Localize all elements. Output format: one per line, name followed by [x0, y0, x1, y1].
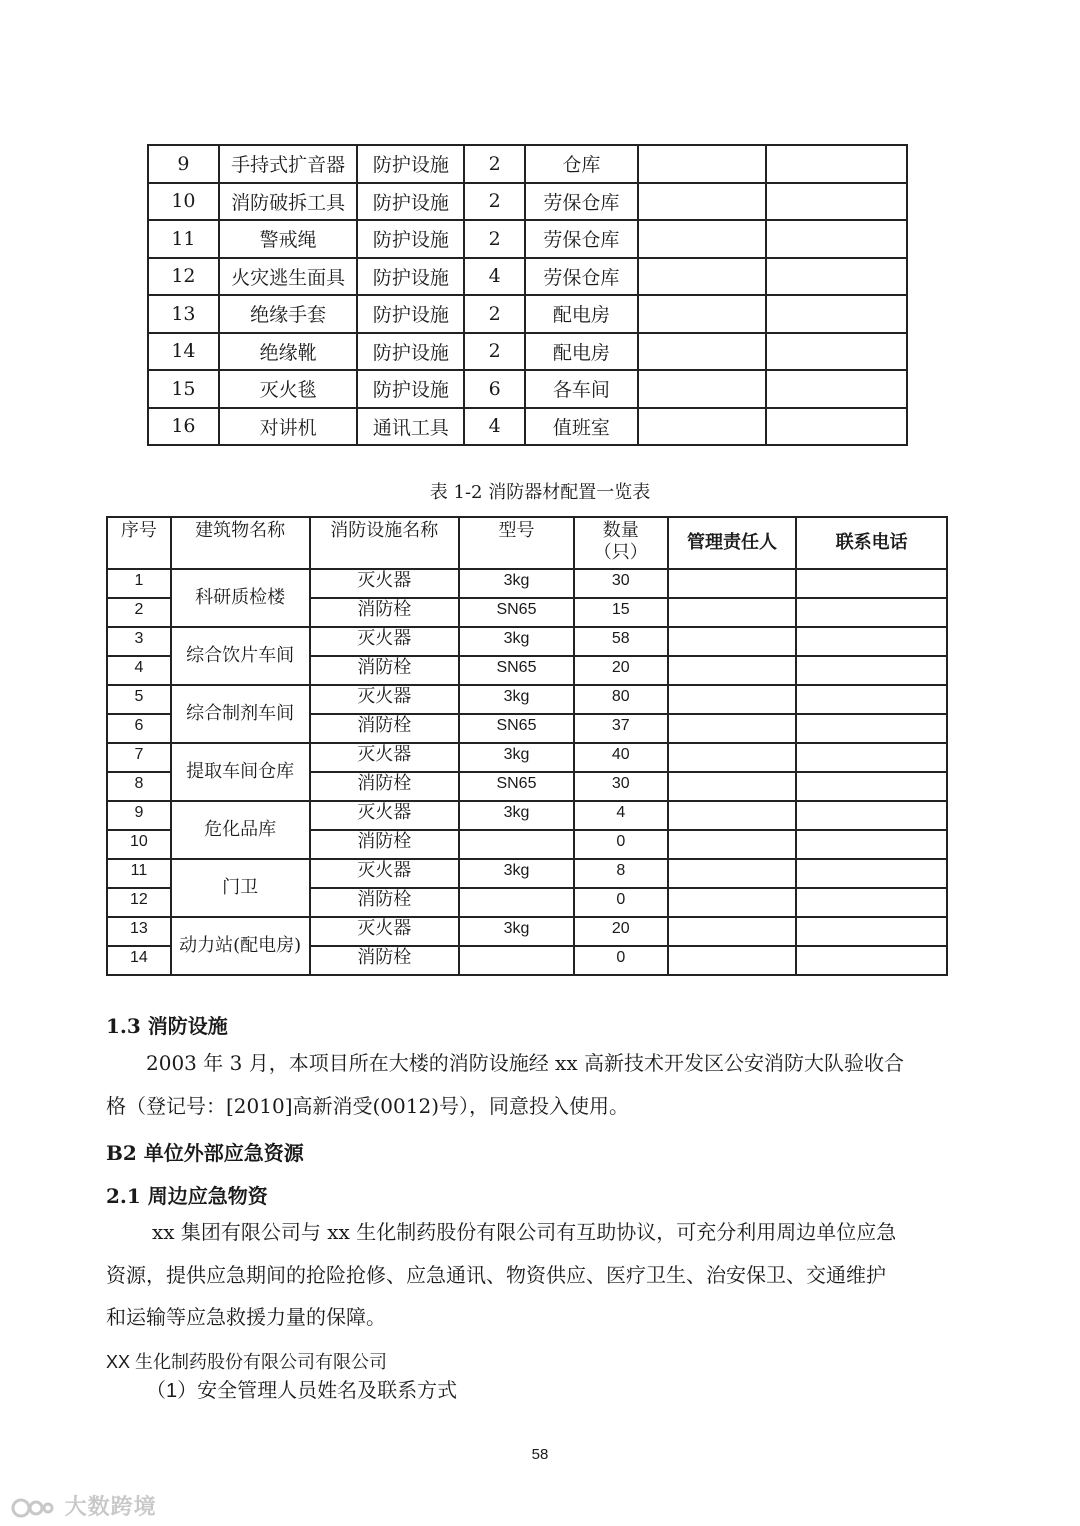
building-name: 门卫: [171, 859, 310, 917]
section-1-3-line-1: 2003 年 3 月，本项目所在大楼的消防设施经 xx 高新技术开发区公安消防大队验收合: [146, 1051, 904, 1075]
header-model: 型号: [459, 517, 574, 569]
table-cell: 配电房: [525, 333, 638, 371]
phone-cell: [796, 772, 947, 801]
table-row: [107, 801, 947, 830]
table-cell: 6: [464, 370, 525, 408]
quantity: 4: [574, 801, 668, 830]
header-qty: [574, 517, 668, 569]
table-cell: [638, 408, 767, 446]
manager-cell: [668, 569, 797, 598]
phone-cell: [796, 598, 947, 627]
phone-cell: [796, 859, 947, 888]
table-cell: 劳保仓库: [525, 220, 638, 258]
quantity: 20: [574, 917, 668, 946]
table-cell: 绝缘手套: [219, 295, 358, 333]
table-cell: 防护设施: [357, 258, 464, 296]
table-cell: [766, 258, 907, 296]
table-cell: 2: [464, 145, 525, 183]
model: 3kg: [459, 917, 574, 946]
facility-name: 消防栓: [310, 830, 460, 859]
table-caption: 表 1-2 消防器材配置一览表: [429, 482, 651, 503]
table-row: [148, 145, 907, 183]
facility-name: 消防栓: [310, 598, 460, 627]
building-name: 危化品库: [171, 801, 310, 859]
manager-cell: [668, 859, 797, 888]
manager-cell: [668, 946, 797, 975]
table-cell: 防护设施: [357, 220, 464, 258]
table-cell: 2: [464, 220, 525, 258]
building-name: 综合制剂车间: [171, 685, 310, 743]
table-row: [148, 295, 907, 333]
model: SN65: [459, 656, 574, 685]
table-cell: 10: [148, 183, 219, 221]
table-cell: 劳保仓库: [525, 183, 638, 221]
quantity: 0: [574, 946, 668, 975]
table-cell: [638, 183, 767, 221]
quantity: 20: [574, 656, 668, 685]
phone-cell: [796, 685, 947, 714]
table-cell: 11: [148, 220, 219, 258]
header-qty-unit: （只）: [593, 542, 648, 563]
table-cell: [638, 220, 767, 258]
table-cell: 16: [148, 408, 219, 446]
page-number: 58: [531, 1446, 549, 1463]
list-item-1: （1）安全管理人员姓名及联系方式: [146, 1380, 458, 1402]
model: 3kg: [459, 685, 574, 714]
row-number: 3: [107, 627, 171, 656]
table-row: [107, 685, 947, 714]
header-building: 建筑物名称: [171, 517, 310, 569]
table-cell: 12: [148, 258, 219, 296]
table-row: [107, 917, 947, 946]
table-cell: 防护设施: [357, 295, 464, 333]
manager-cell: [668, 598, 797, 627]
model: [459, 946, 574, 975]
model: SN65: [459, 772, 574, 801]
table-cell: [638, 295, 767, 333]
manager-cell: [668, 830, 797, 859]
quantity: 37: [574, 714, 668, 743]
section-1-3-line-2: 格（登记号：[2010]高新消受(0012)号），同意投入使用。: [106, 1094, 630, 1118]
row-number: 1: [107, 569, 171, 598]
table-row: [148, 183, 907, 221]
quantity: 58: [574, 627, 668, 656]
facility-name: 消防栓: [310, 714, 460, 743]
table-cell: 2: [464, 295, 525, 333]
facility-name: 消防栓: [310, 772, 460, 801]
row-number: 9: [107, 801, 171, 830]
phone-cell: [796, 888, 947, 917]
phone-cell: [796, 743, 947, 772]
phone-cell: [796, 830, 947, 859]
building-name: 综合饮片车间: [171, 627, 310, 685]
table-cell: 4: [464, 258, 525, 296]
phone-cell: [796, 946, 947, 975]
facility-name: 灭火器: [310, 569, 460, 598]
table-cell: [766, 295, 907, 333]
table-cell: 9: [148, 145, 219, 183]
facility-name: 灭火器: [310, 859, 460, 888]
section-2-1-line-2: 资源，提供应急期间的抢险抢修、应急通讯、物资供应、医疗卫生、治安保卫、交通维护: [106, 1263, 886, 1287]
watermark: [10, 1490, 157, 1521]
table-cell: [638, 258, 767, 296]
phone-cell: [796, 917, 947, 946]
b2-heading: B2 单位外部应急资源: [106, 1141, 304, 1165]
table-cell: 2: [464, 333, 525, 371]
watermark-text: 大数跨境: [64, 1495, 157, 1520]
building-name: 科研质检楼: [171, 569, 310, 627]
watermark-logo-icon: [10, 1496, 56, 1520]
table-cell: [638, 370, 767, 408]
section-2-1-heading: 2.1 周边应急物资: [106, 1184, 268, 1208]
model: SN65: [459, 598, 574, 627]
model: 3kg: [459, 569, 574, 598]
facility-name: 灭火器: [310, 627, 460, 656]
quantity: 0: [574, 888, 668, 917]
table-cell: 防护设施: [357, 370, 464, 408]
facility-name: 消防栓: [310, 888, 460, 917]
phone-cell: [796, 569, 947, 598]
manager-cell: [668, 714, 797, 743]
row-number: 12: [107, 888, 171, 917]
row-number: 6: [107, 714, 171, 743]
quantity: 15: [574, 598, 668, 627]
table-cell: 13: [148, 295, 219, 333]
table-cell: 防护设施: [357, 333, 464, 371]
table-cell: 防护设施: [357, 183, 464, 221]
phone-cell: [796, 714, 947, 743]
quantity: 0: [574, 830, 668, 859]
table-cell: 配电房: [525, 295, 638, 333]
phone-cell: [796, 801, 947, 830]
table-cell: 手持式扩音器: [219, 145, 358, 183]
facility-name: 消防栓: [310, 946, 460, 975]
table-row: [148, 370, 907, 408]
table-cell: 防护设施: [357, 145, 464, 183]
building-name: 动力站(配电房): [171, 917, 310, 975]
row-number: 4: [107, 656, 171, 685]
table-cell: 仓库: [525, 145, 638, 183]
table-cell: [766, 333, 907, 371]
building-name: 提取车间仓库: [171, 743, 310, 801]
model: 3kg: [459, 801, 574, 830]
table-row: [107, 859, 947, 888]
table-row: [148, 408, 907, 446]
manager-cell: [668, 888, 797, 917]
manager-cell: [668, 772, 797, 801]
facility-name: 灭火器: [310, 743, 460, 772]
section-1-3-heading: 1.3 消防设施: [106, 1014, 228, 1038]
table-cell: 火灾逃生面具: [219, 258, 358, 296]
quantity: 8: [574, 859, 668, 888]
facility-name: 灭火器: [310, 801, 460, 830]
table-cell: 消防破拆工具: [219, 183, 358, 221]
table-row: [107, 627, 947, 656]
facility-name: 消防栓: [310, 656, 460, 685]
row-number: 11: [107, 859, 171, 888]
model: 3kg: [459, 743, 574, 772]
header-manager: 管理责任人: [668, 517, 797, 569]
table-cell: 对讲机: [219, 408, 358, 446]
table-cell: [766, 183, 907, 221]
row-number: 13: [107, 917, 171, 946]
table-row: [107, 569, 947, 598]
facility-name: 灭火器: [310, 685, 460, 714]
table-cell: 各车间: [525, 370, 638, 408]
quantity: 30: [574, 772, 668, 801]
row-number: 7: [107, 743, 171, 772]
table-row: [148, 258, 907, 296]
table-cell: [766, 145, 907, 183]
model: SN65: [459, 714, 574, 743]
section-2-1-line-3: 和运输等应急救援力量的保障。: [106, 1305, 386, 1329]
header-no: 序号: [107, 517, 171, 569]
table-cell: [766, 370, 907, 408]
table-cell: [638, 145, 767, 183]
model: [459, 888, 574, 917]
quantity: 30: [574, 569, 668, 598]
table-cell: 4: [464, 408, 525, 446]
equipment-table-continued: [147, 144, 908, 446]
manager-cell: [668, 627, 797, 656]
manager-cell: [668, 917, 797, 946]
table-row: [148, 333, 907, 371]
row-number: 5: [107, 685, 171, 714]
phone-cell: [796, 656, 947, 685]
table-row: [148, 220, 907, 258]
manager-cell: [668, 685, 797, 714]
header-phone: 联系电话: [796, 517, 947, 569]
table-cell: 15: [148, 370, 219, 408]
phone-cell: [796, 627, 947, 656]
table-cell: [766, 408, 907, 446]
section-2-1-line-1: xx 集团有限公司与 xx 生化制药股份有限公司有互助协议，可充分利用周边单位应急: [152, 1220, 897, 1244]
table-cell: [638, 333, 767, 371]
facility-name: 灭火器: [310, 917, 460, 946]
table-cell: 劳保仓库: [525, 258, 638, 296]
row-number: 2: [107, 598, 171, 627]
table-cell: 绝缘靴: [219, 333, 358, 371]
quantity: 40: [574, 743, 668, 772]
table-row: [107, 743, 947, 772]
model: 3kg: [459, 859, 574, 888]
quantity: 80: [574, 685, 668, 714]
table-header-row: [107, 517, 947, 569]
fire-equipment-table: [106, 516, 948, 976]
company-name: XX 生化制药股份有限公司有限公司: [106, 1352, 388, 1372]
table-cell: 通讯工具: [357, 408, 464, 446]
table-cell: 警戒绳: [219, 220, 358, 258]
table-cell: 值班室: [525, 408, 638, 446]
table-cell: 2: [464, 183, 525, 221]
header-qty-label: 数量: [602, 520, 639, 541]
manager-cell: [668, 656, 797, 685]
row-number: 8: [107, 772, 171, 801]
model: [459, 830, 574, 859]
table-cell: 14: [148, 333, 219, 371]
row-number: 10: [107, 830, 171, 859]
table-cell: 灭火毯: [219, 370, 358, 408]
model: 3kg: [459, 627, 574, 656]
table-cell: [766, 220, 907, 258]
manager-cell: [668, 801, 797, 830]
row-number: 14: [107, 946, 171, 975]
header-facility: 消防设施名称: [310, 517, 460, 569]
manager-cell: [668, 743, 797, 772]
